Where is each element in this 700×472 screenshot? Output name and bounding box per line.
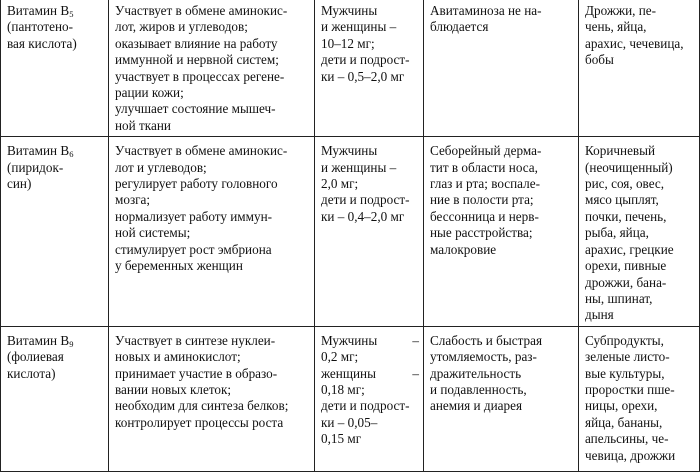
function-cell: Участвует в обмене аминокис- лот и углеводов; регулирует работу головного мозга; нормализует работу иммун- ной системы; стимулирует рост эмбриона у беременных женщин	[109, 137, 315, 326]
dose-line-women: женщины –	[321, 365, 419, 381]
dose-cell: Мужчины – 0,2 мг; женщины – 0,18 мг; дети и подрост- ки – 0,05– 0,15 мг	[315, 326, 424, 471]
vitamin-name-cell: Витамин $B_5$ (пантотено- вая кислота)	[1, 0, 109, 137]
sources-cell: Субпродукты, зеленые листо- вые культуры, проростки пше- ницы, орехи, яйца, бананы, апельсины, че- чевица, дрожжи	[579, 326, 700, 471]
function-cell: Участвует в обмене аминокис- лот, жиров и углеводов; оказывает влияние на работу иммунной и нервной систем; участвует в процессах регене- рации кожи; улучшает состояние мышеч- ной ткани	[109, 0, 315, 137]
deficiency-cell: Слабость и быстрая утомляемость, раз- дражительность и подавленность, анемия и диарея	[424, 326, 579, 471]
table-row	[1, 137, 700, 326]
dose-cell: Мужчины и женщины – 10–12 мг; дети и подрост- ки – 0,5–2,0 мг	[315, 0, 424, 137]
vitamin-name-cell: Витамин $B_6$ (пиридок- син)	[1, 137, 109, 326]
vitamin-name-cell: Витамин $B_9$ (фолиевая кислота)	[1, 326, 109, 471]
table-row	[1, 0, 700, 137]
sources-cell: Коричневый (неочищенный) рис, соя, овес, мясо цыплят, почки, печень, рыба, яйца, арахис, грецкие орехи, пивные дрожжи, бана- ны, шпинат, дыня	[579, 137, 700, 326]
table-row	[1, 326, 700, 471]
vitamin-name: Витамин $B_5$	[7, 3, 74, 19]
deficiency-cell: Авитаминоза не на- блюдается	[424, 0, 579, 137]
dose-cell: Мужчины и женщины – 2,0 мг; дети и подрост- ки – 0,4–2,0 мг	[315, 137, 424, 326]
vitamin-name: Витамин $B_9$	[7, 332, 74, 349]
deficiency-cell: Себорейный дерма- тит в области носа, глаз и рта; воспале- ние в полости рта; бессонница и нерв- ные расстройства; малокровие	[424, 137, 579, 326]
sources-cell: Дрожжи, пе- чень, яйца, арахис, чечевица, бобы	[579, 0, 700, 137]
function-cell: Участвует в синтезе нуклеи- новых и аминокислот; принимает участие в образо- вании новых клеток; необходим для синтеза белков; контролирует процессы роста	[109, 326, 315, 471]
dose-line-men: Мужчины –	[321, 332, 419, 348]
vitamin-name: Витамин $B_6$	[7, 143, 74, 160]
